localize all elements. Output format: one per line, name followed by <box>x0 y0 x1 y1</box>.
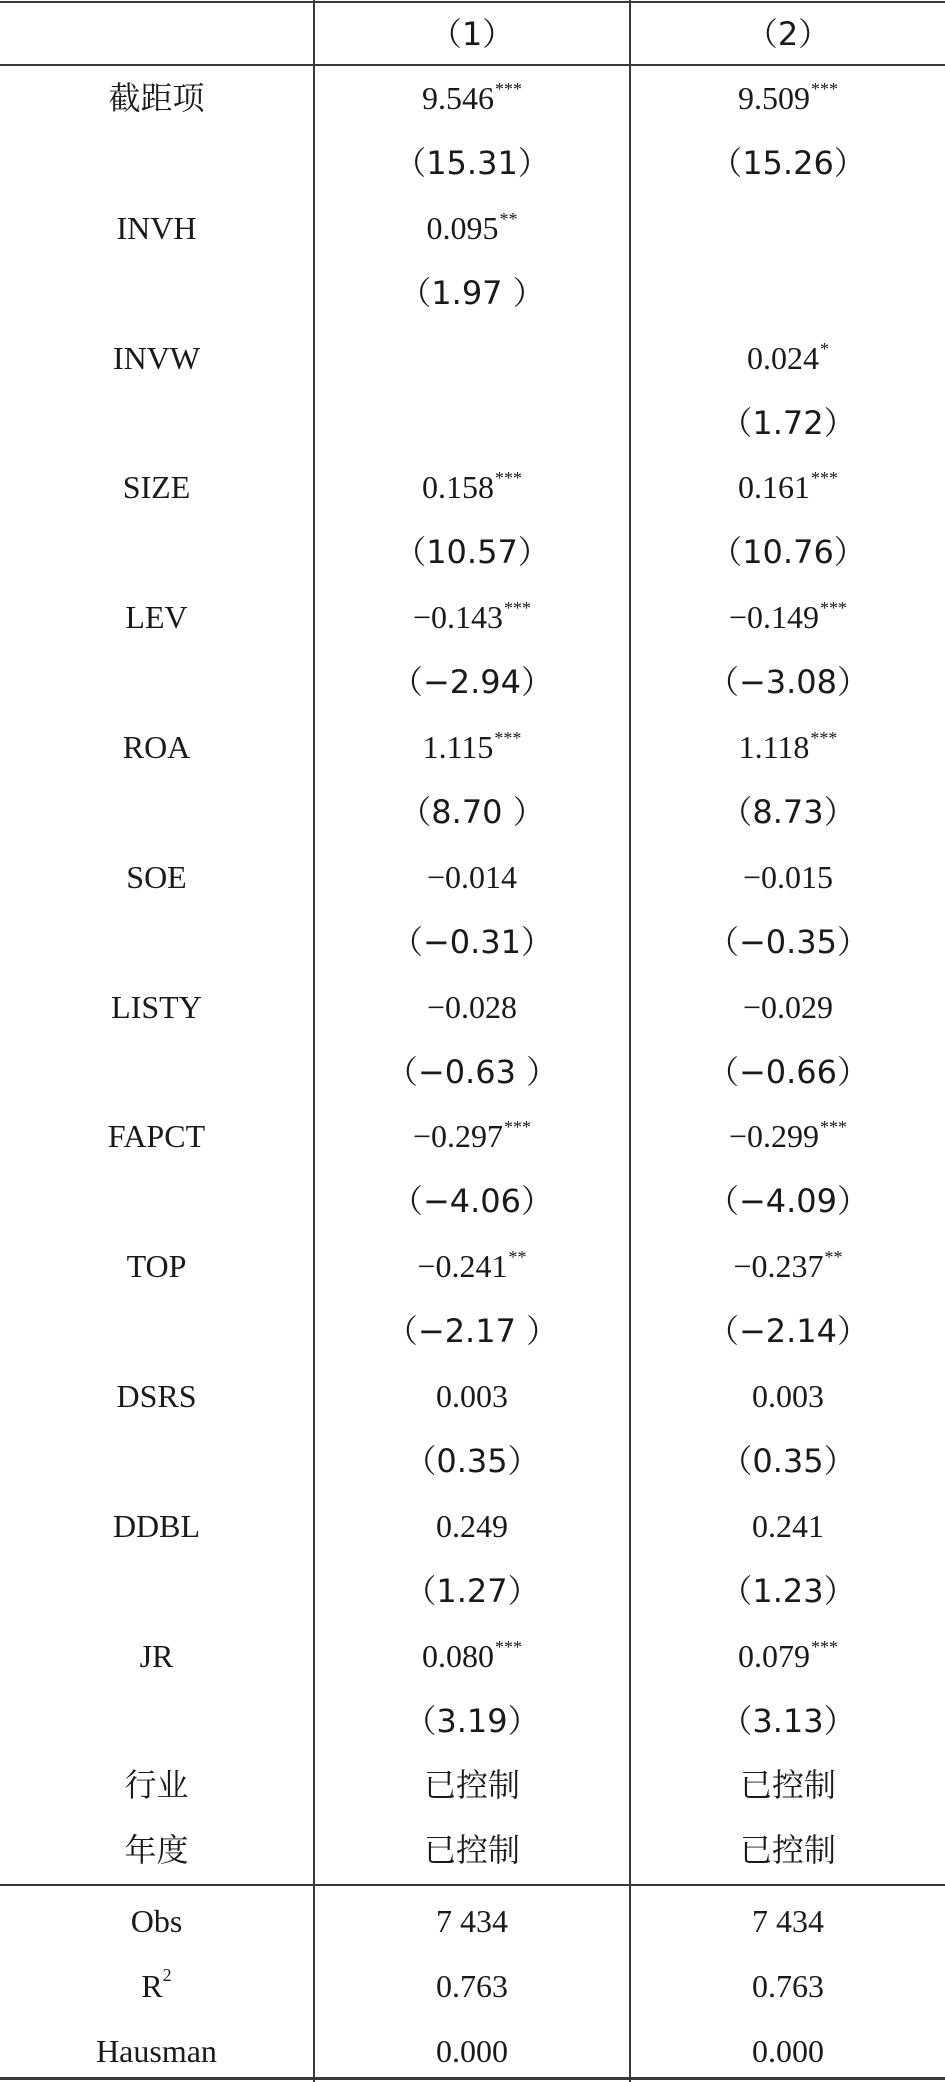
model-1-cell-text: 0.003 <box>436 1378 508 1414</box>
model-1-cell-text: 1.115 <box>422 729 494 765</box>
model-1-cell-text: −0.241 <box>417 1248 508 1284</box>
model-2-cell <box>631 589 945 645</box>
model-1-cell <box>315 784 629 840</box>
model-2-cell <box>631 654 945 710</box>
model-1-cell-superscript: *** <box>495 79 522 99</box>
model-2-cell-text: （−0.66） <box>706 1053 870 1091</box>
model-1-cell-text: （10.57） <box>394 533 550 571</box>
model-2-cell-text: （1.72） <box>720 404 856 442</box>
model-1-cell <box>315 1628 629 1684</box>
row-label-text: LEV <box>125 599 188 635</box>
row-label <box>0 1303 313 1359</box>
model-2-cell-text: 0.161 <box>738 469 810 505</box>
model-2-cell-text: 1.118 <box>738 729 810 765</box>
model-1-cell <box>315 135 629 191</box>
model-1-cell-text: （1.97 ） <box>399 274 545 312</box>
row-label <box>0 395 313 451</box>
row-label <box>0 1757 313 1813</box>
model-2-cell-text: （−2.14） <box>706 1312 870 1350</box>
model-2-cell <box>631 200 945 256</box>
model-2-cell-superscript: *** <box>811 1637 838 1657</box>
model-1-cell <box>315 849 629 905</box>
row-label <box>0 979 313 1035</box>
model-2-cell-text: 已控制 <box>739 1831 836 1869</box>
model-1-cell-text: 0.249 <box>436 1508 508 1544</box>
model-2-cell-text: （10.76） <box>710 533 866 571</box>
model-1-cell <box>315 524 629 580</box>
summary-label-superscript: 2 <box>162 1965 172 1985</box>
row-label-text: DSRS <box>116 1378 197 1414</box>
model-1-cell-text: 0.158 <box>422 469 494 505</box>
model-2-cell-text: （−0.35） <box>706 923 870 961</box>
model-1-cell <box>315 1044 629 1100</box>
row-label <box>0 1044 313 1100</box>
model-1-cell <box>315 1303 629 1359</box>
model-1-cell <box>315 265 629 321</box>
model-2-cell <box>631 330 945 386</box>
model-2-cell-text: −0.015 <box>742 859 834 895</box>
summary-model-2 <box>631 1893 945 1949</box>
row-label <box>0 70 313 126</box>
model-2-cell-text: （8.73） <box>720 793 856 831</box>
summary-model-2-text: 0.000 <box>752 2033 824 2069</box>
model-2-cell-text: （3.13） <box>720 1702 856 1740</box>
summary-label-text: R <box>141 1968 163 2004</box>
row-label <box>0 135 313 191</box>
model-1-cell-text: （−4.06） <box>390 1182 554 1220</box>
row-label <box>0 1693 313 1749</box>
summary-label-text: Hausman <box>96 2033 217 2069</box>
row-label <box>0 1498 313 1554</box>
row-label <box>0 1108 313 1164</box>
model-2-cell <box>631 849 945 905</box>
model-1-cell-text: −0.028 <box>426 989 518 1025</box>
header-variable-cell <box>0 6 313 62</box>
model-1-cell <box>315 589 629 645</box>
summary-model-2-text: 7 434 <box>752 1903 824 1939</box>
row-label <box>0 1368 313 1424</box>
model-2-cell <box>631 719 945 775</box>
row-label <box>0 719 313 775</box>
model-1-cell-superscript: *** <box>495 1637 522 1657</box>
table-summary-rule <box>0 1884 945 1886</box>
row-label <box>0 524 313 580</box>
model-2-cell-text: （15.26） <box>710 144 866 182</box>
model-2-cell-text: 0.079 <box>738 1638 810 1674</box>
row-label <box>0 849 313 905</box>
model-1-cell-superscript: *** <box>494 728 522 748</box>
summary-model-1-text: 0.000 <box>436 2033 508 2069</box>
model-1-cell <box>315 654 629 710</box>
model-2-cell-text: 已控制 <box>739 1766 836 1804</box>
model-1-cell <box>315 459 629 515</box>
model-1-cell <box>315 914 629 970</box>
summary-model-1-text: 7 434 <box>436 1903 508 1939</box>
row-label <box>0 654 313 710</box>
table-header-rule <box>0 64 945 66</box>
model-2-cell-text: −0.237 <box>733 1248 824 1284</box>
model-1-cell-text: 已控制 <box>423 1766 520 1804</box>
model-2-cell <box>631 265 945 321</box>
model-1-cell <box>315 200 629 256</box>
row-label-text: SOE <box>126 859 187 895</box>
model-2-cell <box>631 1563 945 1619</box>
model-2-cell <box>631 395 945 451</box>
model-2-cell-text: （−4.09） <box>706 1182 870 1220</box>
summary-model-1 <box>315 1893 629 1949</box>
model-2-cell <box>631 524 945 580</box>
model-1-cell <box>315 70 629 126</box>
header-model-2: （2） <box>745 15 831 53</box>
row-label <box>0 1628 313 1684</box>
model-2-cell-superscript: *** <box>820 598 848 618</box>
model-1-cell-superscript: ** <box>508 1247 527 1267</box>
row-label <box>0 459 313 515</box>
summary-model-1 <box>315 2023 629 2079</box>
model-2-cell <box>631 1822 945 1878</box>
model-2-cell <box>631 1693 945 1749</box>
model-2-cell <box>631 979 945 1035</box>
model-1-cell-text: −0.143 <box>412 599 504 635</box>
model-2-cell <box>631 135 945 191</box>
model-1-cell <box>315 1108 629 1164</box>
table-top-rule <box>0 1 945 3</box>
model-2-cell-superscript: *** <box>820 1117 848 1137</box>
model-2-cell-text: −0.149 <box>728 599 820 635</box>
model-1-cell-text: −0.014 <box>426 859 518 895</box>
summary-label <box>0 1958 313 2014</box>
row-label <box>0 265 313 321</box>
model-2-cell-text: 9.509 <box>738 80 810 116</box>
model-2-cell-text: 0.003 <box>752 1378 824 1414</box>
summary-model-2 <box>631 2023 945 2079</box>
model-1-cell-text: （3.19） <box>404 1702 540 1740</box>
model-1-cell-superscript: ** <box>499 209 518 229</box>
row-label <box>0 330 313 386</box>
model-1-cell-text: −0.297 <box>412 1118 504 1154</box>
model-1-cell <box>315 1173 629 1229</box>
model-2-cell <box>631 1108 945 1164</box>
model-1-cell-text: 0.095 <box>426 210 499 246</box>
model-2-cell <box>631 1498 945 1554</box>
model-1-cell-text: 0.080 <box>422 1638 494 1674</box>
model-2-cell-text: （−3.08） <box>706 663 870 701</box>
model-1-cell <box>315 1238 629 1294</box>
row-label <box>0 589 313 645</box>
model-2-cell-superscript: ** <box>824 1247 843 1267</box>
model-1-cell <box>315 719 629 775</box>
model-1-cell <box>315 979 629 1035</box>
model-1-cell <box>315 330 629 386</box>
model-1-cell-superscript: *** <box>495 468 522 488</box>
summary-model-1 <box>315 1958 629 2014</box>
row-label-text: 年度 <box>124 1831 189 1869</box>
model-2-cell <box>631 784 945 840</box>
model-1-cell-text: （−2.17 ） <box>385 1312 559 1350</box>
row-label-text: INVW <box>112 340 201 376</box>
model-2-cell-superscript: *** <box>810 728 838 748</box>
model-1-cell-superscript: *** <box>504 598 532 618</box>
model-1-cell <box>315 395 629 451</box>
summary-label <box>0 1893 313 1949</box>
model-2-cell <box>631 1173 945 1229</box>
row-label-text: TOP <box>126 1248 187 1284</box>
summary-label-text: Obs <box>130 1903 183 1939</box>
model-1-cell-text: （−0.63 ） <box>385 1053 559 1091</box>
model-2-cell-text: 0.241 <box>752 1508 824 1544</box>
model-1-cell <box>315 1563 629 1619</box>
model-2-cell-text: −0.029 <box>742 989 834 1025</box>
model-2-cell-text: 0.024 <box>747 340 819 376</box>
model-2-cell-text: −0.299 <box>728 1118 820 1154</box>
row-label-text: SIZE <box>122 469 191 505</box>
model-1-cell-text: （−2.94） <box>390 663 554 701</box>
row-label-text: 截距项 <box>108 79 205 117</box>
model-2-cell-text: （1.23） <box>720 1572 856 1610</box>
model-1-cell <box>315 1368 629 1424</box>
summary-model-2 <box>631 1958 945 2014</box>
model-2-cell <box>631 1368 945 1424</box>
model-1-cell <box>315 1498 629 1554</box>
model-2-cell-superscript: *** <box>811 468 838 488</box>
row-label <box>0 914 313 970</box>
model-2-cell <box>631 1303 945 1359</box>
model-2-cell-superscript: * <box>820 339 829 359</box>
model-1-cell <box>315 1433 629 1489</box>
model-1-cell-text: 已控制 <box>423 1831 520 1869</box>
model-2-cell <box>631 1628 945 1684</box>
row-label-text: JR <box>139 1638 174 1674</box>
row-label <box>0 1822 313 1878</box>
model-2-cell <box>631 1238 945 1294</box>
model-2-cell <box>631 1044 945 1100</box>
summary-label <box>0 2023 313 2079</box>
model-1-cell-text: （8.70 ） <box>399 793 545 831</box>
model-2-cell <box>631 914 945 970</box>
row-label-text: INVH <box>116 210 197 246</box>
header-model-1: （1） <box>429 15 515 53</box>
model-1-cell-text: 9.546 <box>422 80 494 116</box>
model-2-cell <box>631 1757 945 1813</box>
summary-model-2-text: 0.763 <box>752 1968 824 2004</box>
model-1-cell-text: （0.35） <box>404 1442 540 1480</box>
model-2-cell-text: （0.35） <box>720 1442 856 1480</box>
model-2-cell <box>631 1433 945 1489</box>
row-label-text: DDBL <box>112 1508 201 1544</box>
model-1-cell <box>315 1822 629 1878</box>
model-1-cell-text: （15.31） <box>394 144 550 182</box>
row-label <box>0 1433 313 1489</box>
row-label <box>0 784 313 840</box>
row-label-text: ROA <box>122 729 191 765</box>
model-1-cell <box>315 1693 629 1749</box>
row-label <box>0 1563 313 1619</box>
row-label <box>0 1238 313 1294</box>
model-2-cell <box>631 459 945 515</box>
model-1-cell-text: （1.27） <box>404 1572 540 1610</box>
row-label-text: FAPCT <box>107 1118 206 1154</box>
row-label-text: 行业 <box>124 1766 189 1804</box>
row-label-text: LISTY <box>111 989 202 1025</box>
model-1-cell-text: （−0.31） <box>390 923 554 961</box>
row-label <box>0 200 313 256</box>
summary-model-1-text: 0.763 <box>436 1968 508 2004</box>
model-1-cell-superscript: *** <box>504 1117 532 1137</box>
model-1-cell <box>315 1757 629 1813</box>
model-2-cell <box>631 70 945 126</box>
row-label <box>0 1173 313 1229</box>
model-2-cell-superscript: *** <box>811 79 838 99</box>
